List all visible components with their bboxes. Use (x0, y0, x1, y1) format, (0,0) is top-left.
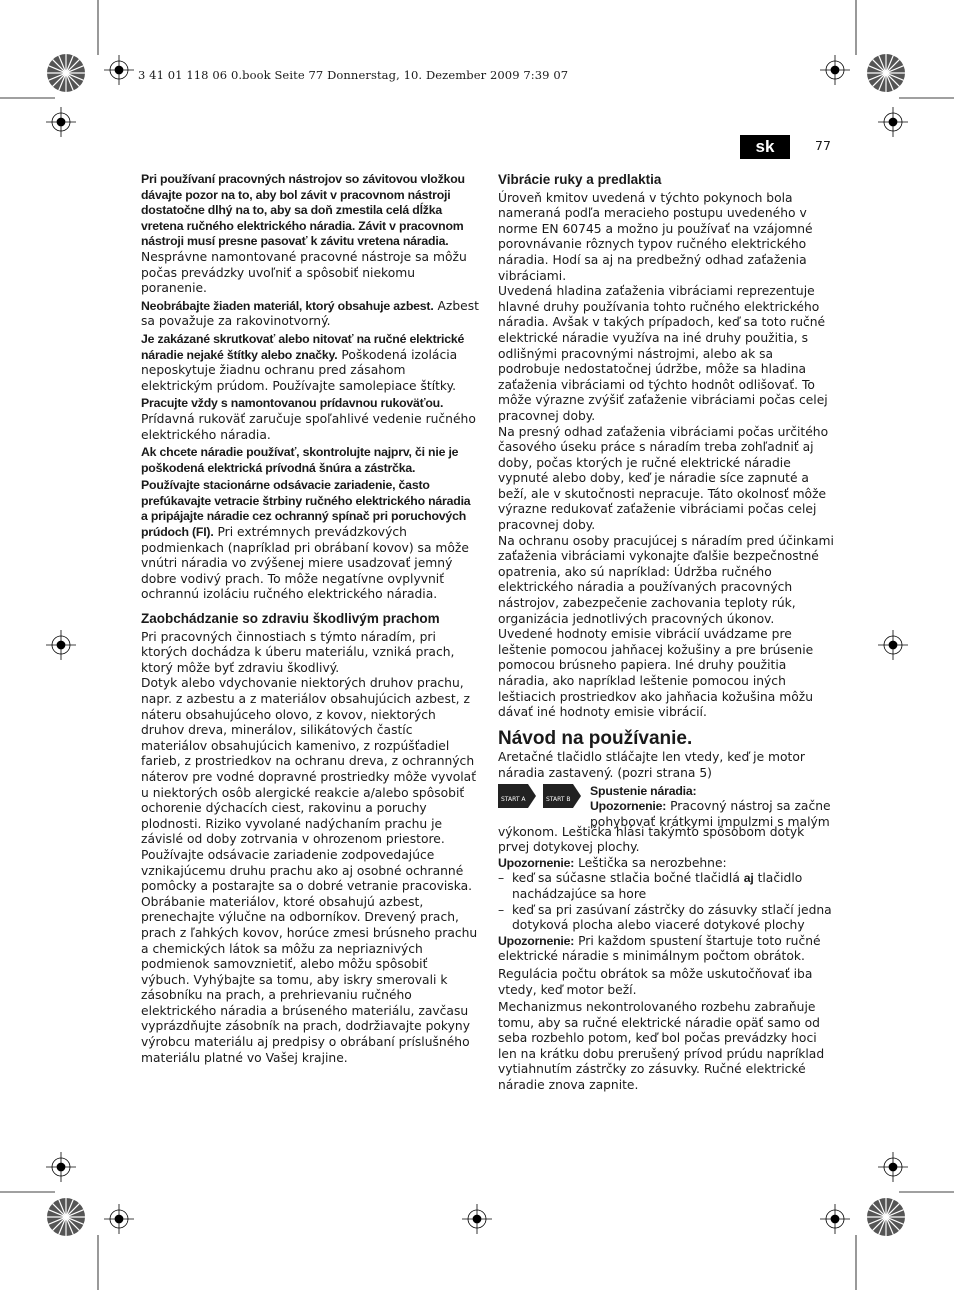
language-badge: sk (740, 135, 790, 159)
note-label: Upozornenie: (498, 855, 575, 870)
paragraph: Regulácia počtu obrátok sa môže uskutočňovať iba vtedy, keď motor beží. (498, 966, 813, 997)
paragraph: Uvedené hodnoty emisie vibrácií uvádzame pre leštenie pomocou jahňacej kožušiny a pre brúsenie pomocou brúsneho papiera. Iné druhy použitia náradia, ako napríklad leštenie pomocou iných leštiacich prostriedkov ako jahňacia kožušina môžu dávať iné hodnoty emisie vibrácií. (498, 627, 814, 720)
registration-target-icon (104, 1204, 134, 1234)
paragraph (141, 396, 479, 443)
page-number: 77 (815, 138, 831, 153)
bold-text: Používajte stacionárne odsávacie zariadenie, často prefúkavajte vetracie štrbiny ručného elektrického náradia a pripájajte náradie cez ochranný spínač pri poruchových prúdoch (FI). (141, 478, 471, 540)
bold-text: Pri používaní pracovných nástrojov so závitovou vložkou dávajte pozor na to, aby bol závit v pracovnom nástroji dostatočne dlhý na to, aby sa doň zmestila celá dĺžka vretena ručného elektrického náradia. Závit v pracovnom nástroji musí presne pasovať k závitu vretena náradia. (141, 172, 465, 249)
bold-text: Pracujte vždy s namontovanou prídavnou rukoväťou. (141, 396, 444, 411)
note-text-start: Pracovný nástroj sa začne pohybovať krátkymi impulzmi s malým (590, 799, 831, 829)
body-text: Pri extrémnych prevádzkových podmienkach (napríklad pri obrábaní kovov) sa môže vnútri náradia vo zvýšenej miere usadzovať jemný dobre vodivý prach. To môže negatívne ovplyvniť ochrannú izoláciu ručného elektrického náradia. (141, 525, 469, 602)
right-column (498, 172, 834, 1094)
paragraph: Úroveň kmitov uvedená v týchto pokynoch bola nameraná podľa meracieho postupu uvedeného v norme EN 60745 a možno ju používať na vzájomné porovnávanie rôznych typov ručného elektrického náradia. Hodí sa aj na predbežný odhad zaťaženia vibráciami. (498, 190, 813, 283)
starburst-target-icon (46, 1197, 86, 1237)
starburst-target-icon (866, 1197, 906, 1237)
paragraph (141, 478, 479, 603)
note-label: Upozornenie: (590, 799, 667, 814)
registration-target-icon (878, 107, 908, 137)
paragraph: Pri pracovných činnostiach s týmto náradím, pri ktorých dochádza k úberu materiálu, vzniká prach, ktorý môže byť zdraviu škodlivý. (141, 629, 455, 675)
starburst-target-icon (46, 53, 86, 93)
body-text: Azbest sa považuje za rakovinotvorný. (141, 298, 479, 329)
body-text: Poškodená izolácia neposkytuje žiadnu ochranu pred zásahom elektrickým prúdom. Používajte samolepiace štítky. (141, 347, 458, 393)
paragraph (498, 856, 834, 872)
paragraph (498, 934, 834, 965)
start-b-label: START B (546, 795, 571, 803)
body-text: Prídavná rukoväť zaručuje spoľahlivé vedenie ručného elektrického náradia. (141, 411, 476, 442)
paragraph (141, 299, 479, 330)
registration-target-icon (46, 630, 76, 660)
section-heading: Zaobchádzanie so zdraviu škodlivým prachom (141, 611, 440, 627)
paragraph (141, 172, 479, 297)
paragraph: Na ochranu osoby pracujúcej s náradím pred účinkami zaťaženia vibráciami vykonajte ďalšie bezpečnostné opatrenia, ako sú napríklad: Údržba ručného elektrického náradia a používaných pracovných nástrojov, zabezpečenie zachovania teploty rúk, organizácia jednotlivých pracovných úkonov. (498, 533, 834, 626)
paragraph: Aretačné tlačidlo stláčajte len vtedy, keď je motor náradia zastavený. (pozri strana 5) (498, 750, 805, 780)
paragraph: Na presný odhad zaťaženia vibráciami počas určitého časového úseku práce s náradím treba zohľadniť aj doby, počas ktorých je ručné elektrické náradie vypnuté alebo doby, keď je náradie síce zapnuté a beží, ale v skutočnosti nepracuje. Táto okolnosť môže výrazne redukovať zaťaženie vibráciami počas celej pracovnej doby. (498, 424, 829, 533)
bold-text: Je zakázané skrutkovať alebo nitovať na ručné elektrické náradie nejaké štítky alebo značky. (141, 331, 465, 362)
registration-target-icon (820, 1204, 850, 1234)
list-item: – keď sa súčasne stlačia bočné tlačidlá aj tlačidlo nachádzajúce sa hore (498, 871, 834, 902)
file-info-header: 3 41 01 118 06 0.book Seite 77 Donnerstag, 10. Dezember 2009 7:39 07 (138, 68, 569, 82)
paragraph: Mechanizmus nekontrolovaného rozbehu zabraňuje tomu, aby sa ručné elektrické náradie opäť samo od seba rozbehlo potom, keď bol počas prevádzky hoci len na krátku dobu prerušený prívod prúdu napríklad vytiahnutím zástrčky zo zásuvky. Ručné elektrické náradie znova zapnite. (498, 1000, 825, 1093)
bold-text: Ak chcete náradie používať, skontrolujte najprv, či nie je poškodená elektrická prívodná šnúra a zástrčka. (141, 445, 459, 475)
registration-target-icon (878, 630, 908, 660)
start-buttons-row (498, 783, 834, 829)
paragraph: výkonom. Leštička hlási takýmto spôsobom dotyk prvej dotykovej plochy. (498, 824, 805, 855)
registration-target-icon (462, 1204, 492, 1234)
body-text: Nesprávne namontované pracovné nástroje sa môžu počas prevádzky uvoľniť a spôsobiť niekomu poranenie. (141, 249, 467, 296)
section-heading: Vibrácie ruky a predlaktia (498, 172, 662, 187)
paragraph (141, 445, 479, 476)
starburst-target-icon (866, 53, 906, 93)
body-text: Pri každom spustení štartuje toto ručné elektrické náradie s minimálnym počtom obrátok. (498, 933, 821, 964)
start-a-label: START A (501, 795, 526, 803)
registration-target-icon (878, 1152, 908, 1182)
paragraph: Dotyk alebo vdychovanie niektorých druhov prachu, napr. z azbestu a z materiálov obsahujúcich azbest, z náteru obsahujúceho olovo, z kovov, niektorých druhov dreva, minerálov, silikátových častíc materiálov obsahujúcich kamenivo, z rozpúšťadiel farieb, z prostriedkov na ochranu dreva, z ochranných náterov pre vodné dopravné prostriedky môže vyvolať u niektorých osôb alergické reakcie a/alebo spôsobiť ochorenie dýchacích ciest, rakovinu a poruchy plodnosti. Riziko vyvolané nadýchaním prachu je závislé od doby zotrvania v ohrozenom priestore. Používajte odsávacie zariadenie zodpovedajúce vznikajúcemu druhu prachu ako aj osobné ochranné pomôcky a postarajte sa o dobré vetranie pracoviska. Obrábanie materiálov, ktoré obsahujú azbest, prenechajte výlučne na odborníkov. Drevený prach, prach z ľahkých kovov, horúce zmesi brúsneho prachu a chemických látok sa môžu za nepriaznivých podmienok samovznietiť, alebo môžu spôsobiť výbuch. Vyhýbajte sa tomu, aby iskry smerovali k zásobníku na prach, a prehrievaniu ručného elektrického náradia a brúseného materiálu, zavčasu vyprázdňujte zásobník na prach, dodržiavajte pokyny výrobcu materiálu aj predpisy o obrábaní príslušného materiálu platné vo Vašej krajine. (141, 676, 478, 1065)
note-label: Upozornenie: (498, 933, 575, 948)
registration-target-icon (820, 55, 850, 85)
registration-target-icon (46, 107, 76, 137)
body-text: Leštička sa nerozbehne: (578, 855, 727, 870)
registration-target-icon (104, 55, 134, 85)
bold-text: Neobrábajte žiaden materiál, ktorý obsahuje azbest. (141, 298, 434, 313)
registration-target-icon (46, 1152, 76, 1182)
chapter-heading: Návod na používanie. (498, 727, 693, 749)
paragraph (141, 332, 479, 394)
left-column (141, 172, 479, 1066)
paragraph: Uvedená hladina zaťaženia vibráciami reprezentuje hlavné druhy používania tohto ručného elektrického náradia. Avšak v takých prípadoch, keď sa toto ručné elektrické náradie využíva na iné druhy použitia, s odlišnými pracovnými nástrojmi, alebo ak sa podrobuje nedostatočnej údržbe, môže sa hladina zaťaženia vibráciami od týchto hodnôt odlišovať. To môže výrazne zvýšiť zaťaženie vibráciami počas celej pracovnej doby. (498, 284, 828, 423)
list-item: – keď sa pri zasúvaní zástrčky do zásuvky stlačí jedna dotyková plocha alebo viaceré dotykové plochy (498, 903, 834, 934)
start-heading: Spustenie náradia: (590, 783, 697, 798)
